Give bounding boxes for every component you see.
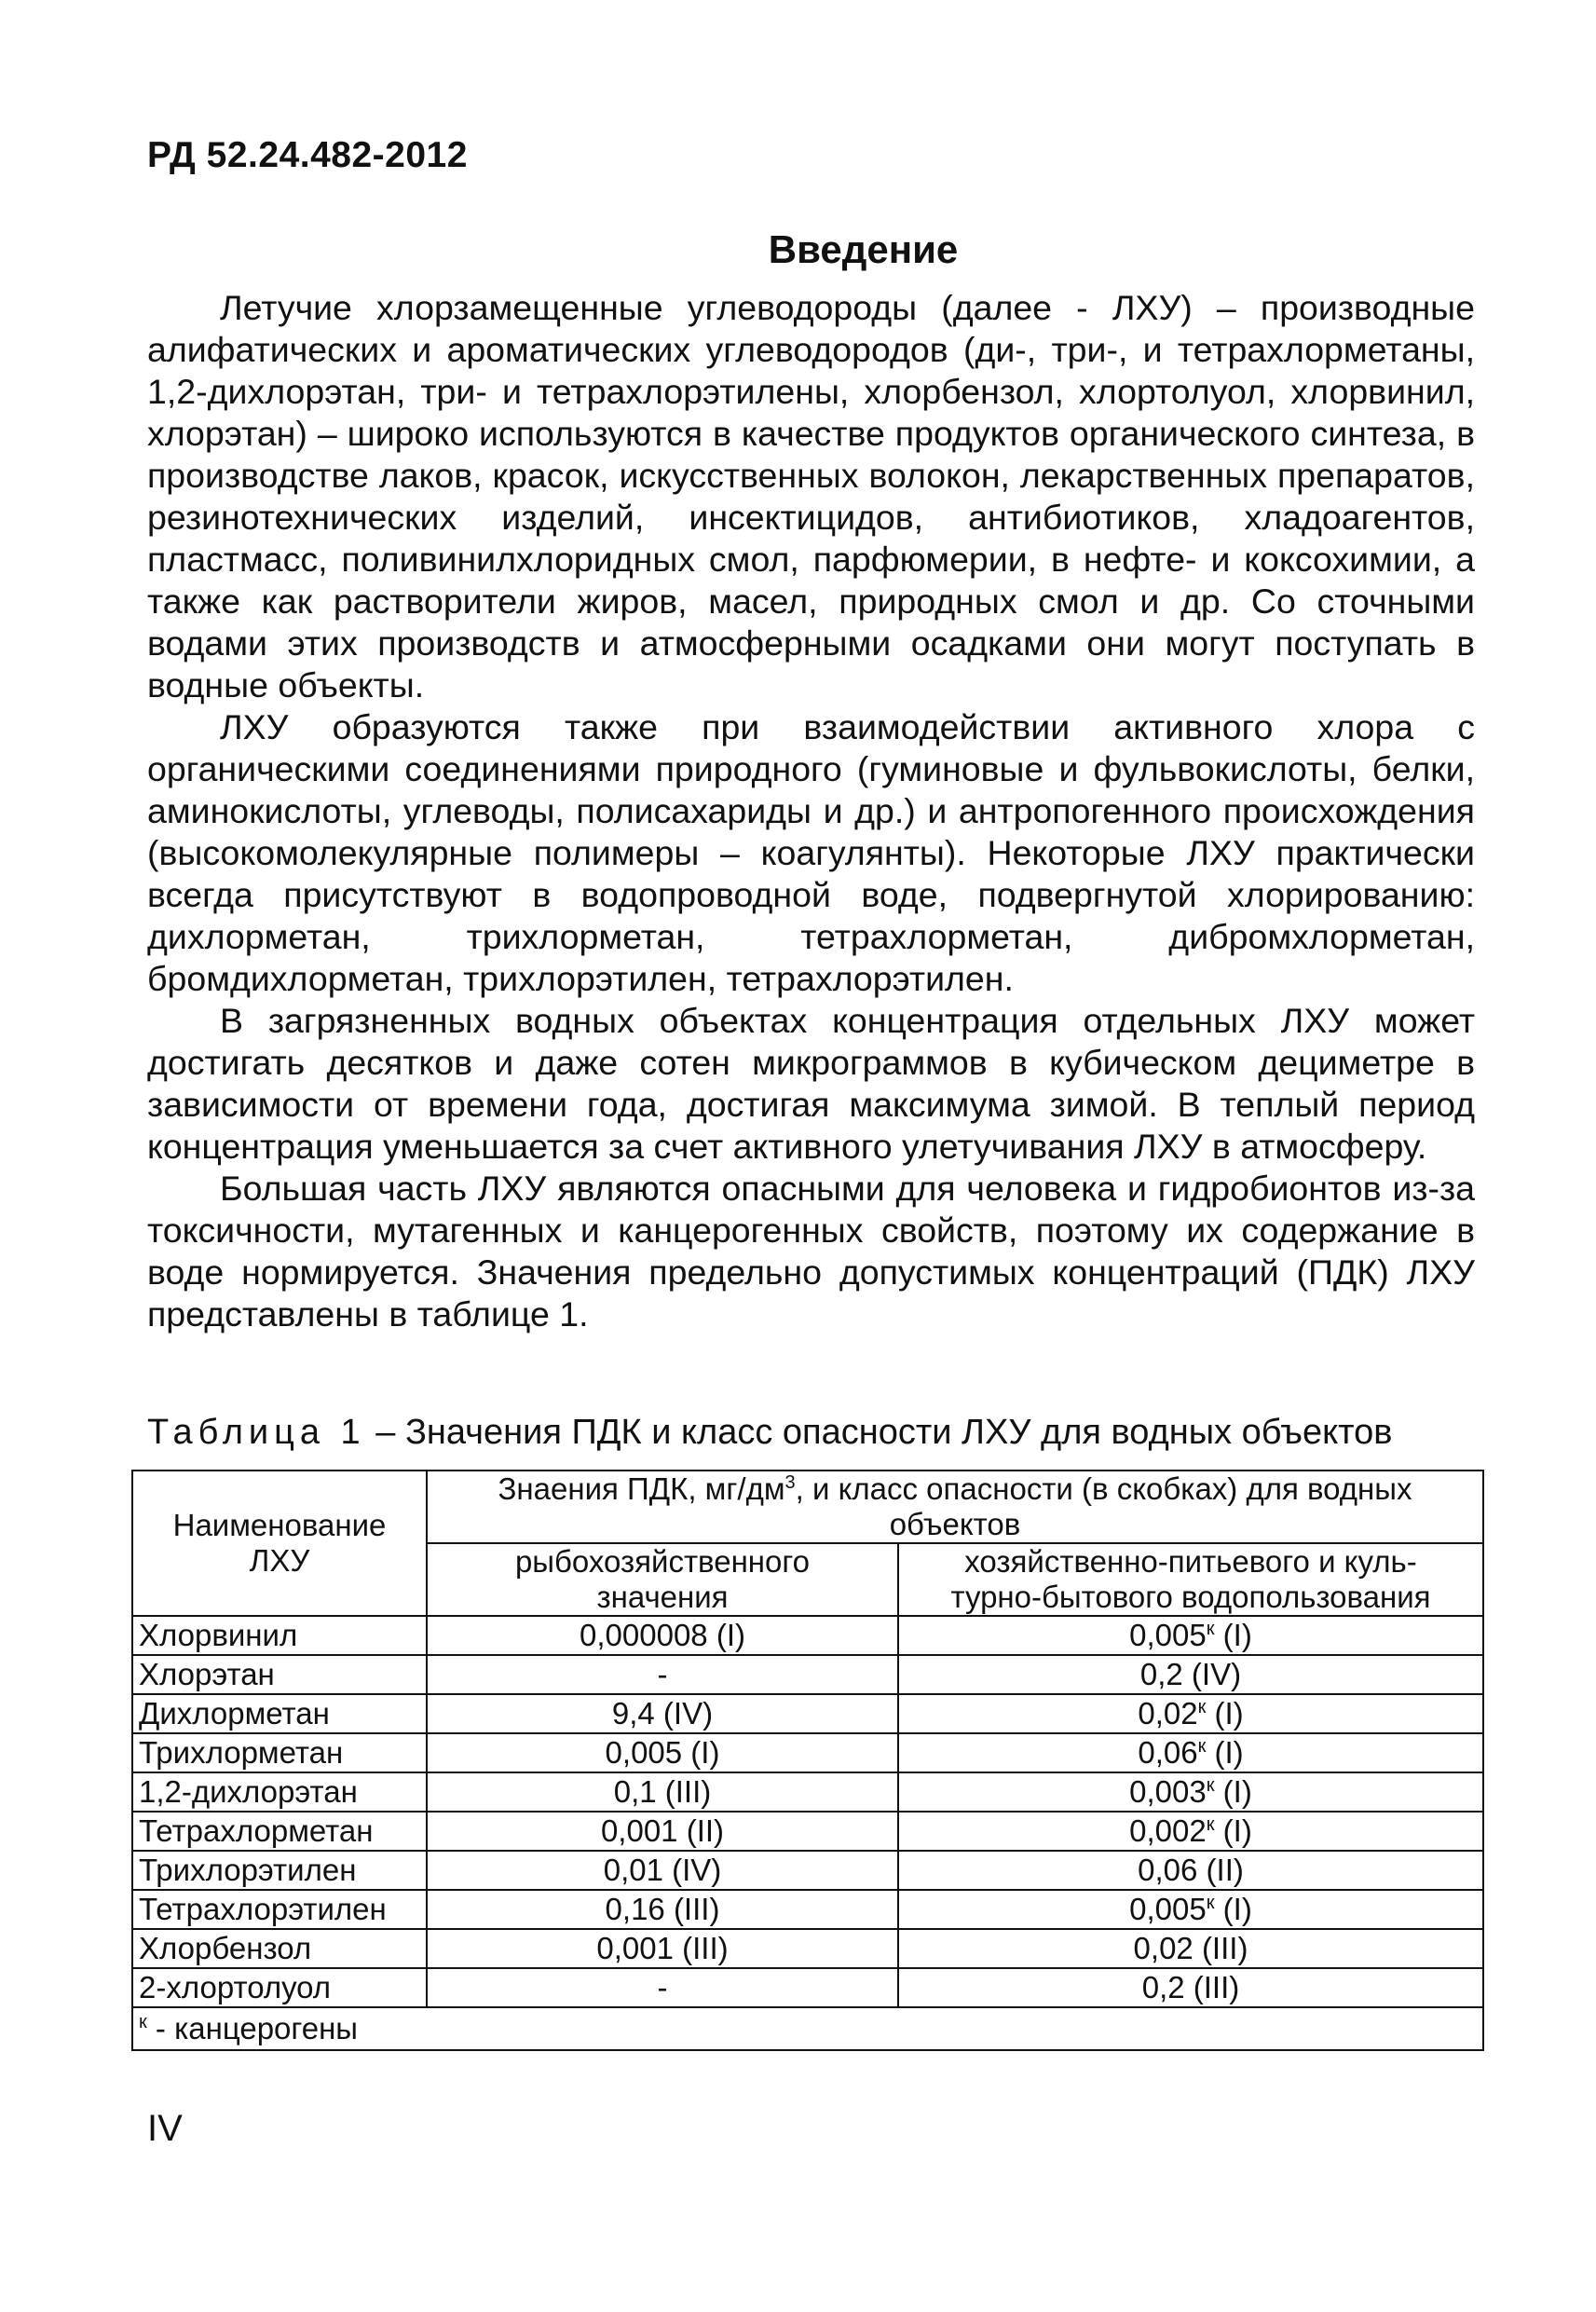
fishery-value-cell: 0,000008 (I) xyxy=(427,1616,898,1655)
hazard-class: (I) xyxy=(1206,1696,1244,1731)
table-row xyxy=(132,1929,1483,1968)
carcinogen-mark: к xyxy=(1206,1814,1215,1835)
hazard-class: (I) xyxy=(1214,1618,1252,1652)
household-value: 0,06 (II) xyxy=(1138,1853,1244,1887)
header-fishery-line-2: значения xyxy=(596,1580,729,1614)
fishery-value-cell: - xyxy=(427,1968,898,2007)
substance-name-cell: Тетрахлорметан xyxy=(132,1812,427,1851)
table-row xyxy=(132,1890,1483,1929)
household-value: 0,06 xyxy=(1138,1735,1198,1770)
table-footnote xyxy=(132,2007,1483,2050)
substance-name-cell: Хлорбензол xyxy=(132,1929,427,1968)
household-value-cell xyxy=(898,1694,1483,1733)
section-body xyxy=(147,287,1475,1335)
hazard-class: (I) xyxy=(1214,1892,1252,1926)
fishery-value-cell: 0,001 (II) xyxy=(427,1812,898,1851)
footnote-mark: к xyxy=(139,2012,147,2032)
pdk-table-container xyxy=(131,1470,1482,2051)
table-row xyxy=(132,1968,1483,2007)
table-row xyxy=(132,1772,1483,1812)
household-value-cell xyxy=(898,1929,1483,1968)
table-header-row-1 xyxy=(132,1471,1483,1543)
hazard-class: (I) xyxy=(1214,1774,1252,1809)
table-caption-label: Таблица 1 xyxy=(147,1413,366,1452)
carcinogen-mark: к xyxy=(1206,1619,1215,1639)
household-value-cell xyxy=(898,1851,1483,1890)
paragraph-4: Большая часть ЛХУ являются опасными для человека и гидробионтов из-за токсичности, мутагенных и канцерогенных свойств, поэтому их содержание в воде нормируется. Значения предельно допустимых концентраций (ПДК) ЛХУ представлены в таблице 1. xyxy=(147,1169,1475,1334)
header-fishery xyxy=(427,1543,898,1616)
header-substance-name xyxy=(132,1471,427,1616)
household-value: 0,005 xyxy=(1129,1618,1207,1652)
fishery-value-cell: 0,001 (III) xyxy=(427,1929,898,1968)
carcinogen-mark: к xyxy=(1206,1893,1215,1913)
fishery-value-cell: 0,01 (IV) xyxy=(427,1851,898,1890)
substance-name-cell: Тетрахлорэтилен xyxy=(132,1890,427,1929)
carcinogen-mark: к xyxy=(1197,1736,1207,1757)
table-row xyxy=(132,1694,1483,1733)
table-caption xyxy=(147,1411,1489,1454)
hazard-class: (I) xyxy=(1206,1735,1244,1770)
table-row xyxy=(132,1812,1483,1851)
header-substance-name-line-2: ЛХУ xyxy=(249,1543,310,1578)
table-row xyxy=(132,1655,1483,1694)
household-value: 0,02 xyxy=(1138,1696,1198,1731)
header-household xyxy=(898,1543,1483,1616)
table-row xyxy=(132,1733,1483,1772)
household-value: 0,002 xyxy=(1129,1813,1207,1848)
header-household-line-1: хозяйственно-питьевого и куль- xyxy=(964,1544,1417,1579)
fishery-value-cell: - xyxy=(427,1655,898,1694)
household-value-cell xyxy=(898,1890,1483,1929)
paragraph-3: В загрязненных водных объектах концентрация отдельных ЛХУ может достигать десятков и даже сотен микрограммов в кубическом дециметре в зависимости от времени года, достигая максимума зимой. В теплый период концентрация уменьшается за счет активного улетучивания ЛХУ в атмосферу. xyxy=(147,1001,1475,1166)
household-value-cell xyxy=(898,1968,1483,2007)
household-value: 0,003 xyxy=(1129,1774,1207,1809)
hazard-class: (I) xyxy=(1214,1813,1252,1848)
substance-name-cell: Хлорэтан xyxy=(132,1655,427,1694)
header-pdk-group xyxy=(427,1471,1483,1543)
fishery-value-cell: 0,1 (III) xyxy=(427,1772,898,1812)
header-pdk-group-text-continued: , и класс опасности (в скобках) для водных объектов xyxy=(795,1471,1412,1541)
carcinogen-mark: к xyxy=(1206,1775,1215,1796)
substance-name-cell: Дихлорметан xyxy=(132,1694,427,1733)
table-row xyxy=(132,1851,1483,1890)
table-caption-text: Значения ПДК и класс опасности ЛХУ для водных объектов xyxy=(404,1413,1393,1452)
household-value: 0,2 (III) xyxy=(1141,1970,1240,2004)
household-value: 0,005 xyxy=(1129,1892,1207,1926)
header-substance-name-line-1: Наименование xyxy=(172,1508,387,1542)
section-title: Введение xyxy=(768,227,959,271)
table-row xyxy=(132,1616,1483,1655)
substance-name-cell: Хлорвинил xyxy=(132,1616,427,1655)
header-fishery-line-1: рыбохозяйственного xyxy=(514,1544,811,1579)
fishery-value-cell: 0,005 (I) xyxy=(427,1733,898,1772)
paragraph-2: ЛХУ образуются также при взаимодействии активного хлора с органическими соединениями природного (гуминовые и фульвокислоты, белки, аминокислоты, углеводы, полисахариды и др.) и антропогенного происхождения (высокомолекулярные полимеры – коагулянты). Некоторые ЛХУ практически всегда присутствуют в водопроводной воде, подвергнутой хлорированию: дихлорметан, трихлорметан, тетрахлорметан, дибромхлорметан, бромдихлорметан, трихлорэтилен, тетрахлорэтилен. xyxy=(147,707,1475,998)
household-value: 0,02 (III) xyxy=(1133,1931,1248,1965)
page-number: IV xyxy=(147,2108,183,2149)
household-value-cell xyxy=(898,1812,1483,1851)
table-footnote-row xyxy=(132,2007,1483,2050)
household-value-cell xyxy=(898,1616,1483,1655)
header-pdk-group-text: Знаения ПДК, мг/дм xyxy=(498,1471,785,1506)
header-pdk-unit-superscript: 3 xyxy=(784,1472,796,1493)
fishery-value-cell: 9,4 (IV) xyxy=(427,1694,898,1733)
household-value-cell xyxy=(898,1733,1483,1772)
substance-name-cell: 2-хлортолуол xyxy=(132,1968,427,2007)
footnote-text: - канцерогены xyxy=(146,2011,359,2045)
pdk-table xyxy=(131,1470,1484,2051)
substance-name-cell: 1,2-дихлорэтан xyxy=(132,1772,427,1812)
table-caption-dash: – xyxy=(365,1413,405,1452)
household-value-cell xyxy=(898,1655,1483,1694)
substance-name-cell: Трихлорметан xyxy=(132,1733,427,1772)
fishery-value-cell: 0,16 (III) xyxy=(427,1890,898,1929)
carcinogen-mark: к xyxy=(1197,1697,1207,1717)
substance-name-cell: Трихлорэтилен xyxy=(132,1851,427,1890)
household-value-cell xyxy=(898,1772,1483,1812)
document-code: РД 52.24.482-2012 xyxy=(147,135,468,175)
paragraph-1: Летучие хлорзамещенные углеводороды (далее - ЛХУ) – производные алифатических и ароматических углеводородов (ди-, три-, и тетрахлорметаны, 1,2-дихлорэтан, три- и тетрахлорэтилены, хлорбензол, хлортолуол, хлорвинил, хлорэтан) – широко используются в качестве продуктов органического синтеза, в производстве лаков, красок, искусственных волокон, лекарственных препаратов, резинотехнических изделий, инсектицидов, антибиотиков, хладоагентов, пластмасс, поливинилхлоридных смол, парфюмерии, в нефте- и коксохимии, а также как растворители жиров, масел, природных смол и др. Со сточными водами этих производств и атмосферными осадками они могут поступать в водные объекты. xyxy=(147,288,1475,705)
household-value: 0,2 (IV) xyxy=(1139,1657,1242,1691)
header-household-line-2: турно-бытового водопользования xyxy=(950,1580,1431,1614)
